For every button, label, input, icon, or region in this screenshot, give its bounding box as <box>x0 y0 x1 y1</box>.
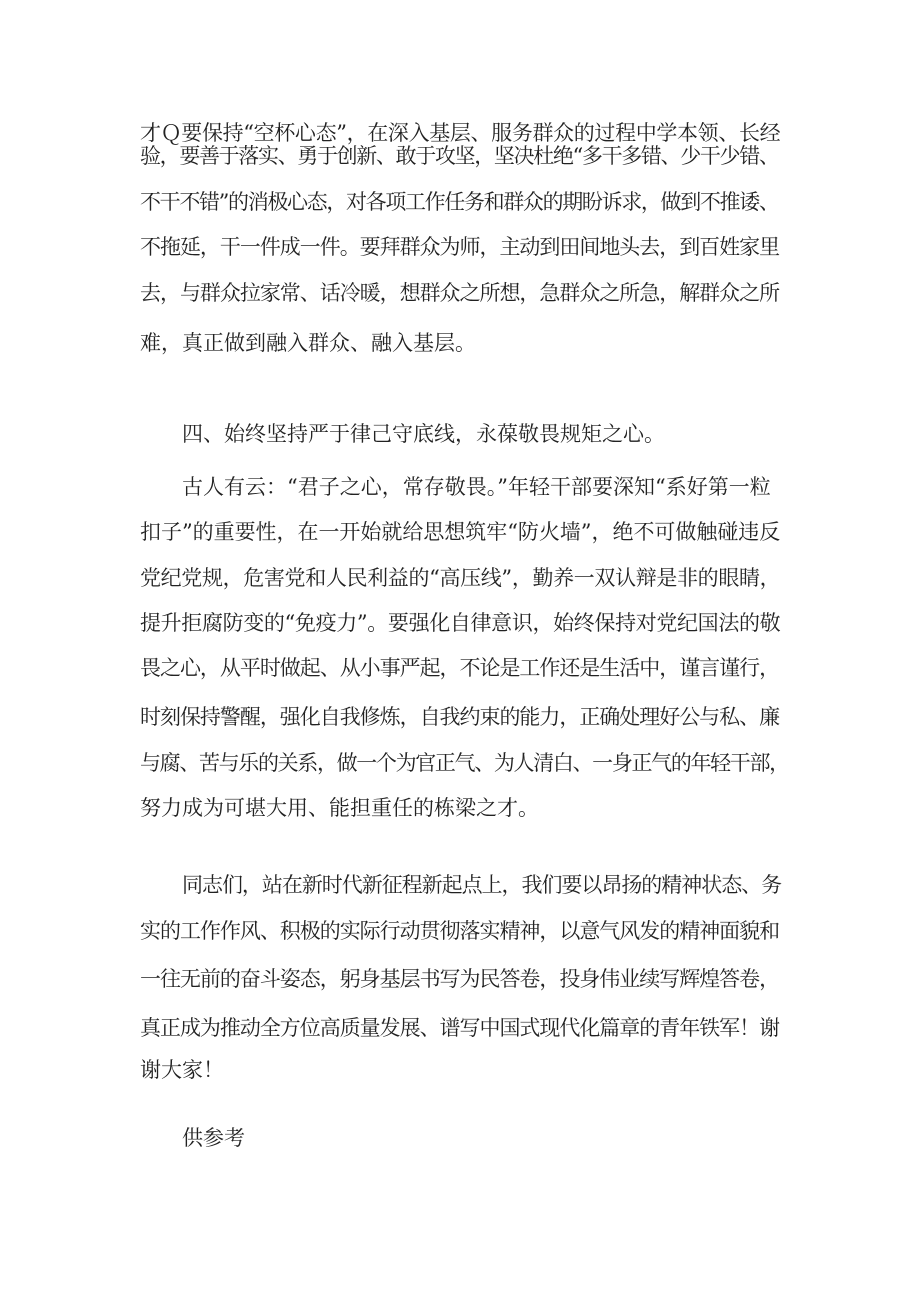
text-line: 畏之心，从平时做起、从小事严起，不论是工作还是生活中，谨言谨行， <box>140 656 780 680</box>
text-line: 党纪党规，危害党和人民利益的“高压线”，勤养一双认辩是非的眼睛， <box>140 566 781 590</box>
text-line: 谢大家！ <box>140 1058 224 1082</box>
section-heading: 四、始终坚持严于律己守底线，永葆敬畏规矩之心。 <box>182 422 665 446</box>
text-line: 扣子”的重要性，在一开始就给思想筑牢“防火墙”，绝不可做触碰违反 <box>140 520 781 544</box>
text-line: 才Ｑ要保持“空杯心态”，在深入基层、服务群众的过程中学本领、长经 <box>140 121 781 145</box>
text-line: 提升拒腐防变的“免疫力”。要强化自律意识，始终保持对党纪国法的敬 <box>140 611 781 635</box>
text-line: 去，与群众拉家常、话冷暖，想群众之所想，急群众之所急，解群众之所 <box>140 281 780 305</box>
text-line: 时刻保持警醒，强化自我修炼，自我约束的能力，正确处理好公与私、廉 <box>140 705 780 729</box>
text-line: 不干不错”的消极心态，对各项工作任务和群众的期盼诉求，做到不推诿、 <box>140 190 779 214</box>
text-line: 一往无前的奋斗姿态，躬身基层书写为民答卷，投身伟业续写辉煌答卷， <box>140 967 780 991</box>
closing-note: 供参考 <box>182 1126 245 1150</box>
text-line: 古人有云：“君子之心，常存敬畏。”年轻干部要深知“系好第一粒 <box>182 475 771 499</box>
text-line: 难，真正做到融入群众、融入基层。 <box>140 331 476 355</box>
text-line: 验，要善于落实、勇于创新、敢于攻坚，坚决杜绝“多干多错、少干少错、 <box>140 144 779 168</box>
text-line: 不拖延，干一件成一件。要拜群众为师，主动到田间地头去，到百姓家里 <box>140 235 780 259</box>
text-line: 努力成为可堪大用、能担重任的栋梁之才。 <box>140 796 539 820</box>
text-line: 同志们，站在新时代新征程新起点上，我们要以昂扬的精神状态、务 <box>182 873 782 897</box>
text-line: 真正成为推动全方位高质量发展、谱写中国式现代化篇章的青年铁军！谢 <box>140 1016 780 1040</box>
text-line: 实的工作作风、积极的实际行动贯彻落实精神，以意气风发的精神面貌和 <box>140 919 780 943</box>
text-line: 与腐、苦与乐的关系，做一个为官正气、为人清白、一身正气的年轻干部， <box>140 751 789 775</box>
